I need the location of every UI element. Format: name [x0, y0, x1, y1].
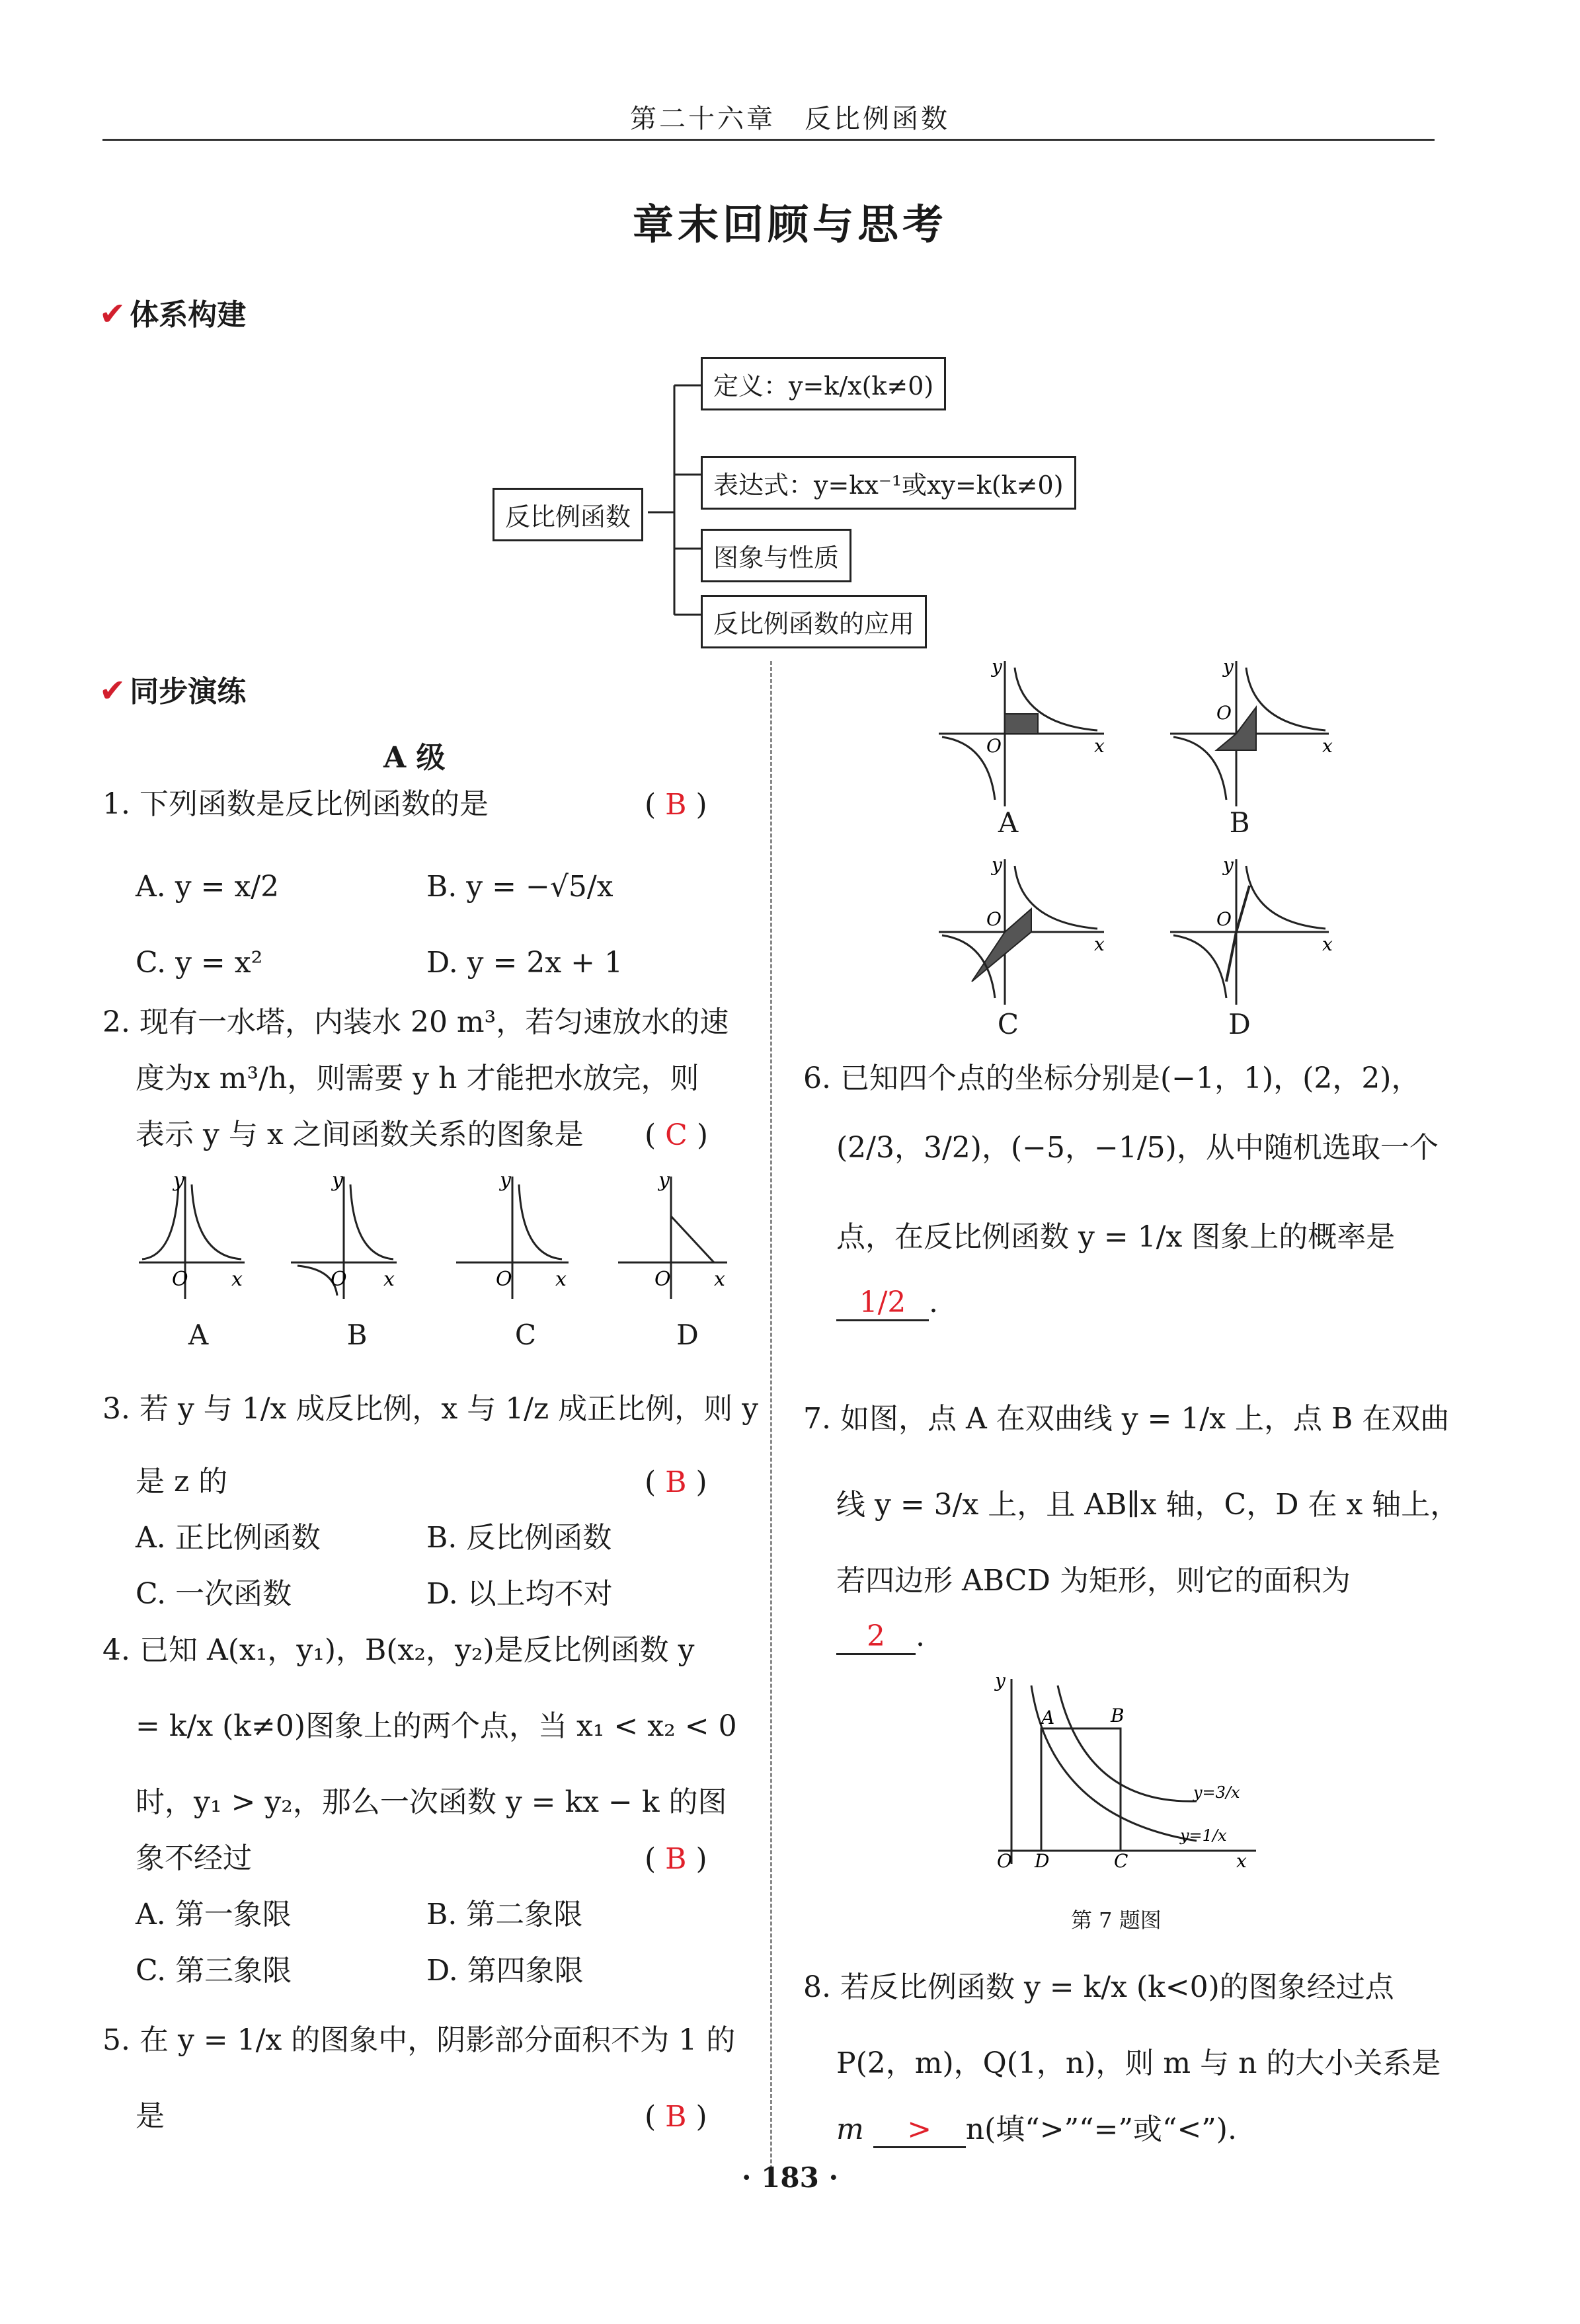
q6-line3: 点，在反比例函数 y = 1/x 图象上的概率是 [836, 1220, 1396, 1254]
q2-label-a: A [188, 1319, 209, 1351]
q4-option-a: A. 第一象限 [136, 1898, 292, 1931]
mindmap-expression: 表达式：y=kx⁻¹或xy=k(k≠0) [701, 456, 1076, 510]
svg-text:O: O [1216, 908, 1232, 930]
q3-line1: 3. 若 y 与 1/x 成反比例，x 与 1/z 成正比例，则 y [102, 1392, 759, 1426]
q5-line2: 是 [136, 2099, 165, 2133]
mindmap-root: 反比例函数 [493, 488, 643, 541]
svg-text:y: y [658, 1170, 670, 1192]
svg-text:A: A [1041, 1707, 1055, 1728]
svg-text:x: x [1322, 933, 1333, 955]
svg-text:x: x [1094, 933, 1105, 955]
q4-option-b: B. 第二象限 [426, 1898, 583, 1931]
q7-line3: 若四边形 ABCD 为矩形，则它的面积为 [836, 1564, 1351, 1598]
q1-answer: B [665, 788, 687, 822]
svg-text:B: B [1111, 1705, 1125, 1726]
svg-text:O: O [997, 1850, 1012, 1872]
q5-graph-c [939, 854, 1105, 1005]
q6-answer-line [836, 1286, 938, 1321]
svg-text:y: y [1223, 656, 1234, 678]
svg-text:y: y [995, 1670, 1006, 1691]
q8-line3 [836, 2105, 1237, 2148]
section-practice [99, 668, 246, 710]
mindmap-graph: 图象与性质 [701, 529, 851, 582]
mindmap-application: 反比例函数的应用 [701, 595, 927, 648]
mindmap-definition: 定义：y=k/x(k≠0) [701, 357, 946, 410]
check-icon: ✔ [99, 295, 126, 332]
q2-answer: C [665, 1118, 688, 1152]
q8-line1: 8. 若反比例函数 y = k/x (k<0)的图象经过点 [803, 1970, 1394, 2004]
svg-text:O: O [331, 1268, 347, 1291]
check-icon: ✔ [99, 672, 126, 709]
svg-text:y: y [992, 854, 1002, 876]
q7-end: . [916, 1619, 925, 1653]
q2-graph-c [456, 1170, 569, 1299]
svg-text:y=1/x: y=1/x [1180, 1826, 1227, 1845]
chapter-header: 第二十六章 反比例函数 [630, 104, 950, 134]
q8-line2: P(2，m)，Q(1，n)，则 m 与 n 的大小关系是 [836, 2046, 1441, 2080]
q1-answer-bracket: ( B ) [645, 788, 707, 822]
svg-text:y: y [992, 656, 1002, 678]
column-divider [770, 661, 772, 2181]
q4-answer: B [665, 1842, 687, 1876]
svg-text:x: x [1322, 735, 1333, 757]
q5-graph-d [1170, 854, 1333, 1005]
q4-line2: = k/x (k≠0)图象上的两个点，当 x₁ < x₂ < 0 [136, 1709, 737, 1743]
svg-text:y=3/x: y=3/x [1193, 1783, 1240, 1802]
q4-answer-bracket: ( B ) [645, 1842, 707, 1876]
q5-graph-a [939, 656, 1105, 806]
svg-text:x: x [714, 1268, 725, 1291]
q2-graphs [126, 1170, 747, 1309]
q7-figure [978, 1666, 1283, 1884]
q5-graph-b [1170, 656, 1333, 806]
q3-option-d: D. 以上均不对 [426, 1577, 613, 1611]
q7-answer-line [836, 1619, 925, 1655]
level-heading: A 级 [383, 741, 446, 775]
q3-answer-bracket: ( B ) [645, 1465, 707, 1499]
svg-text:x: x [1094, 735, 1105, 757]
q7-caption: 第 7 题图 [1071, 1908, 1162, 1933]
q2-label-c: C [514, 1319, 537, 1351]
q7-answer: 2 [836, 1619, 916, 1655]
q4-line1: 4. 已知 A(x₁，y₁)，B(x₂，y₂)是反比例函数 y [102, 1633, 695, 1667]
section-practice-label: 同步演练 [130, 675, 247, 709]
q2-answer-bracket: ( C ) [645, 1118, 708, 1152]
page-title: 章末回顾与思考 [632, 200, 947, 249]
q8-answer: > [873, 2112, 966, 2148]
svg-text:O: O [496, 1268, 512, 1291]
svg-text:y: y [332, 1170, 343, 1192]
svg-text:x: x [555, 1268, 567, 1291]
svg-text:O: O [1216, 702, 1232, 724]
q4-line4: 象不经过 [136, 1841, 252, 1875]
q5-answer: B [665, 2100, 687, 2134]
q1-option-c: C. y = x² [136, 946, 263, 980]
svg-text:y: y [173, 1170, 184, 1192]
page-number: · 183 · [741, 2161, 839, 2194]
q8-m: m [836, 2112, 864, 2146]
q2-line2: 度为x m³/h，则需要 y h 才能把水放完，则 [136, 1062, 699, 1095]
svg-text:x: x [231, 1268, 243, 1291]
q5-answer-bracket: ( B ) [645, 2100, 707, 2134]
svg-text:O: O [986, 735, 1002, 757]
q5-label-d: D [1228, 1008, 1251, 1040]
svg-text:y: y [1223, 854, 1234, 876]
q3-line2: 是 z 的 [136, 1465, 228, 1498]
q4-line3: 时，y₁ > y₂，那么一次函数 y = kx − k 的图 [136, 1785, 727, 1819]
q5-label-c: C [997, 1008, 1019, 1040]
q7-line2: 线 y = 3/x 上，且 AB∥x 轴，C，D 在 x 轴上， [836, 1488, 1460, 1522]
q2-graph-a [139, 1170, 245, 1299]
q8-hint: n(填“>”“=”或“<”). [965, 2112, 1237, 2146]
section-system-label: 体系构建 [130, 298, 247, 332]
svg-text:x: x [383, 1268, 395, 1291]
q2-line1: 2. 现有一水塔，内装水 20 m³，若匀速放水的速 [102, 1005, 729, 1039]
svg-text:x: x [1236, 1850, 1247, 1872]
svg-text:O: O [654, 1268, 671, 1291]
q3-option-b: B. 反比例函数 [426, 1521, 612, 1555]
q5-label-a: A [998, 806, 1019, 839]
svg-text:C: C [1114, 1850, 1128, 1872]
q1-option-a: A. y = x/2 [136, 870, 280, 904]
q2-graph-d [618, 1170, 727, 1299]
q4-option-d: D. 第四象限 [426, 1954, 584, 1988]
q2-line3: 表示 y 与 x 之间函数关系的图象是 [136, 1118, 584, 1151]
q2-label-d: D [676, 1319, 699, 1351]
q4-option-c: C. 第三象限 [136, 1954, 292, 1988]
q5-line1: 5. 在 y = 1/x 的图象中，阴影部分面积不为 1 的 [102, 2023, 736, 2057]
q6-answer: 1/2 [836, 1286, 929, 1321]
q1-option-b: B. y = −√5/x [426, 870, 613, 904]
q3-option-c: C. 一次函数 [136, 1577, 292, 1611]
q7-line1: 7. 如图，点 A 在双曲线 y = 1/x 上，点 B 在双曲 [803, 1402, 1450, 1436]
q1-option-d: D. y = 2x + 1 [426, 946, 623, 980]
q1-stem: 1. 下列函数是反比例函数的是 [102, 787, 489, 821]
q6-line1: 6. 已知四个点的坐标分别是(−1，1)，(2，2)， [803, 1062, 1421, 1095]
q6-line2: (2/3，3/2)，(−5，−1/5)，从中随机选取一个 [836, 1131, 1439, 1165]
q6-end: . [929, 1286, 938, 1319]
svg-text:D: D [1035, 1850, 1050, 1872]
q2-label-b: B [346, 1319, 368, 1351]
svg-text:O: O [986, 908, 1002, 930]
q3-answer: B [665, 1465, 687, 1499]
svg-text:O: O [172, 1268, 188, 1291]
q5-label-b: B [1229, 806, 1250, 839]
q2-graph-b [291, 1170, 397, 1299]
q5-graphs [926, 654, 1355, 1025]
svg-text:y: y [500, 1170, 511, 1192]
q3-option-a: A. 正比例函数 [136, 1521, 321, 1555]
